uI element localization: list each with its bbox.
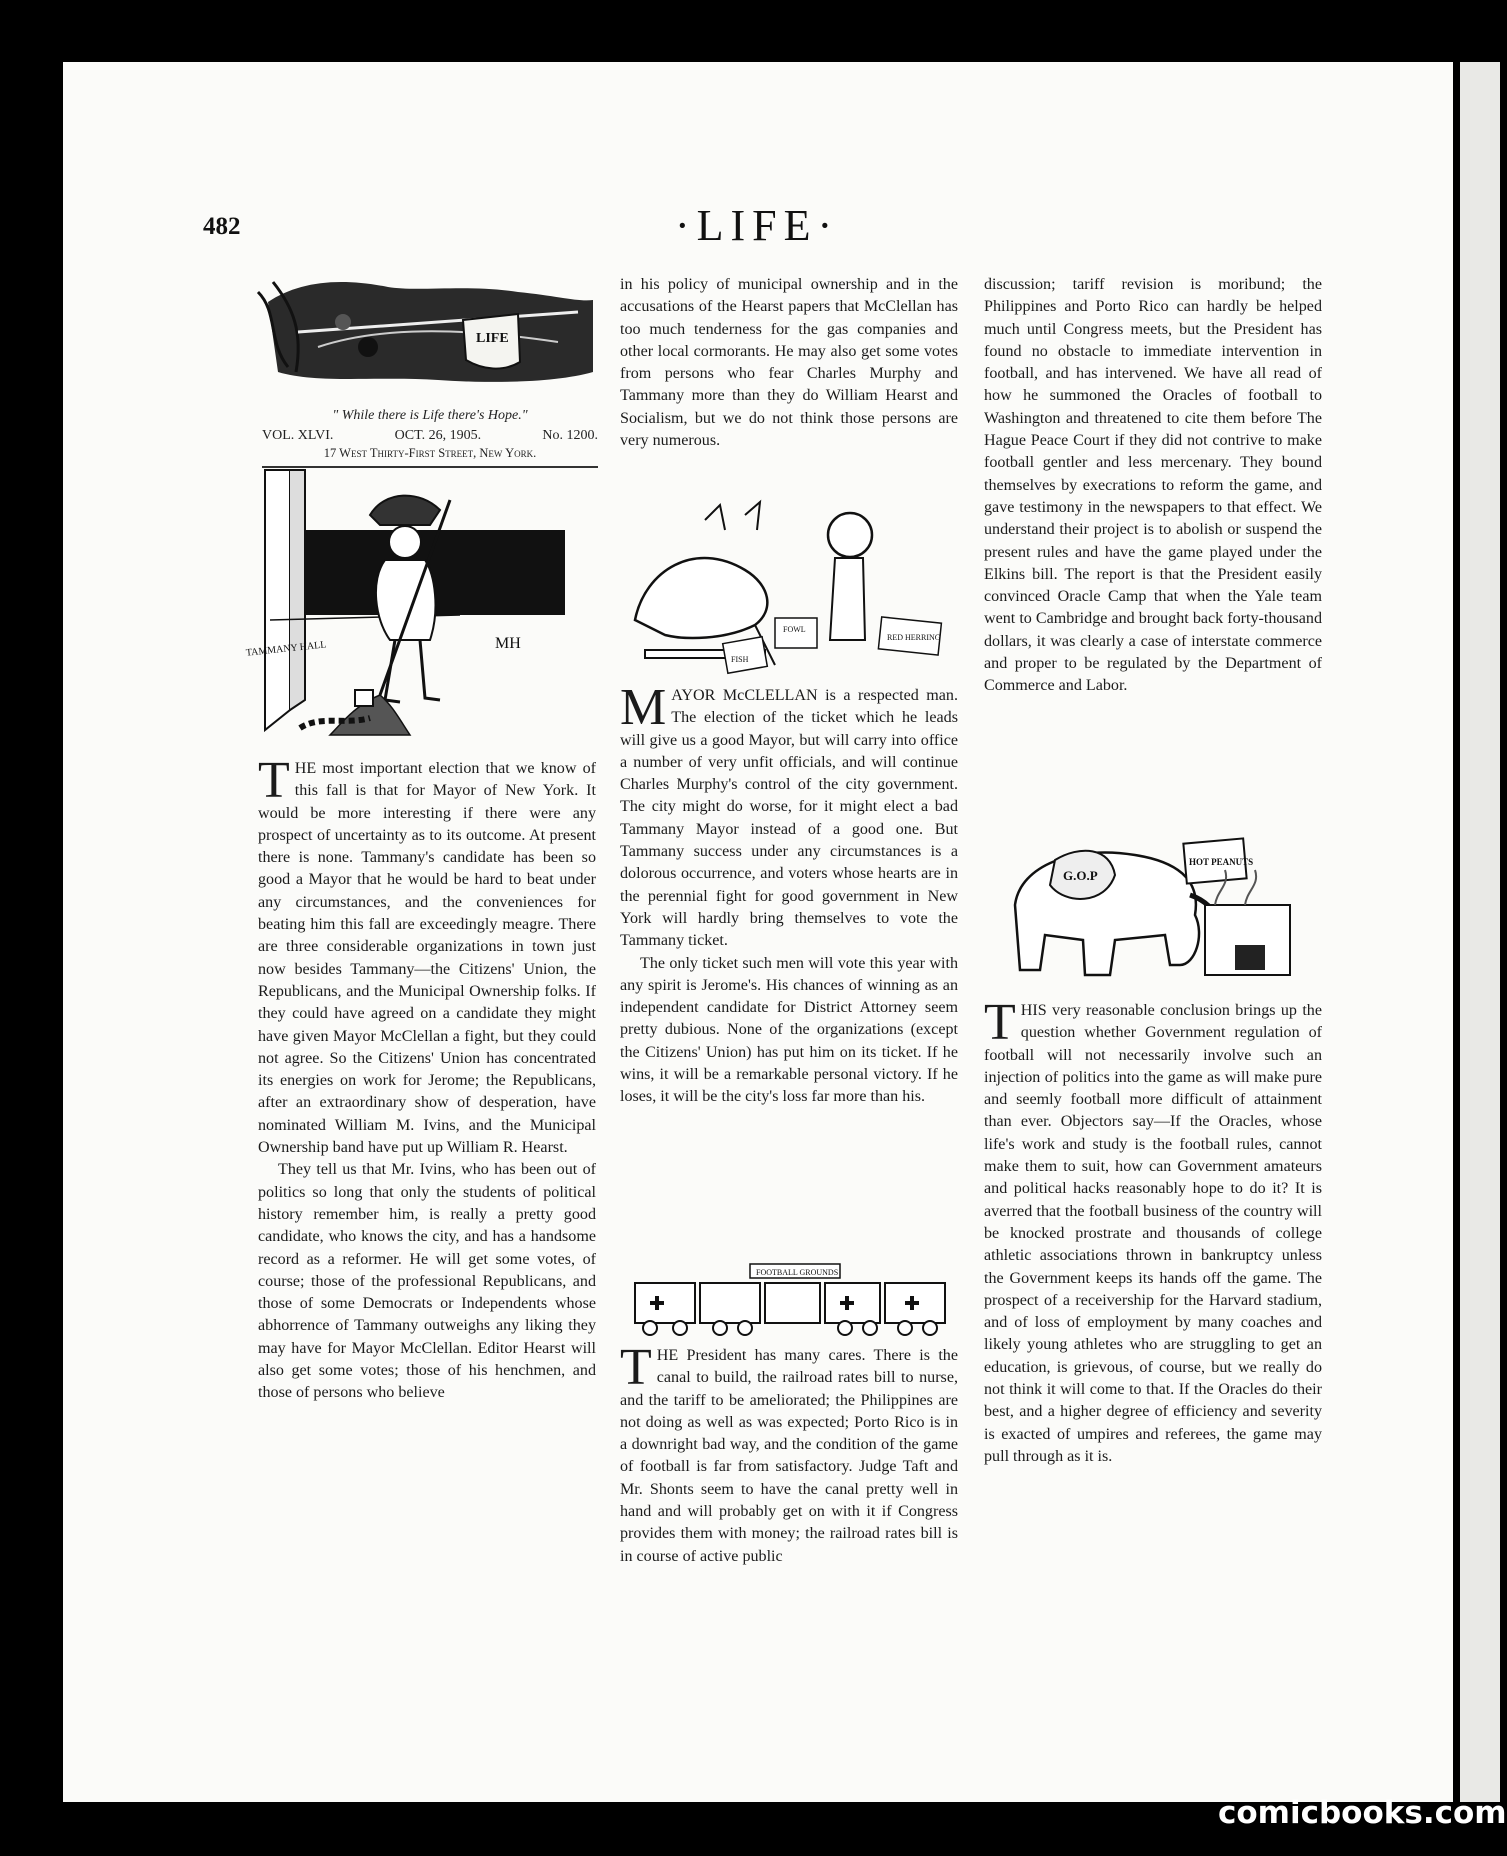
volume-line	[262, 428, 598, 444]
card-label-red-herring: RED HERRING	[887, 633, 941, 642]
masthead-motto: " While there is Life there's Hope."	[332, 408, 528, 423]
column-3-bottom-text	[984, 994, 1322, 1468]
volume: VOL. XLVI.	[262, 428, 334, 443]
watermark: comicbooks.com	[1218, 1795, 1507, 1831]
column-2-bottom-text	[620, 1339, 958, 1568]
card-label-fowl: FOWL	[783, 625, 806, 634]
masthead-illustration	[258, 272, 598, 402]
masthead-rule	[262, 466, 598, 468]
elephant-blanket-label: G.O.P	[1063, 868, 1098, 883]
tammany-cartoon	[245, 470, 600, 740]
paragraph: THIS very reasonable conclusion brings up the question whether Government regulation of football will not necessarily involve such an injection of politics into the game as will make pure and seemly football more difficult of attainment than ever. Objectors say—If the Oracles, whose life's work and study is the football rules, cannot make them to suit, how can Government amateurs and political hacks reasonably hope to do it? It is averred that the football business of the country will be knocked prostrate and thousands of college athletic associations thrown in bankruptcy unless the Government keeps its hands off the game. The prospect of a receivership for the Harvard stadium, and of loss of employment by many coaches and likely young athletes who are struggling to get an education, is grievous, of course, but we really do not think it will come to that. If the Oracles do their best, and a higher degree of efficiency and severity is exacted of umpires and referees, the game may pull through as it is.	[984, 994, 1322, 1465]
masthead-address: 17 West Thirty-First Street, New York.	[323, 446, 537, 460]
page-number: 482	[203, 213, 241, 240]
column-2-mid-text	[620, 679, 958, 1109]
column-2-top-text	[620, 274, 958, 452]
card-label-fish: FISH	[731, 655, 749, 664]
elephant-peanuts-cartoon	[1005, 835, 1315, 995]
adjacent-page-edge	[1460, 62, 1500, 1802]
issue-date: OCT. 26, 1905.	[394, 428, 482, 443]
paragraph: in his policy of municipal ownership and in the accusations of the Hearst papers that McClellan has too much tenderness for the gas companies and other local cormorants. He may also get some votes from persons who fear Charles Murphy and Tammany more than they do William Hearst and Socialism, but we do not think those persons are very numerous.	[620, 276, 958, 450]
football-ambulance-cartoon	[630, 1258, 950, 1338]
paragraph: The only ticket such men will vote this year with any spirit is Jerome's. His chances of winning as an independent candidate for District Attorney seem pretty dubious. None of the organizations (except the Citizens' Union) has put him on its ticket. If he wins, it will be a remarkable personal victory. If he loses, it will be the city's loss far more than his.	[620, 954, 958, 1106]
paragraph: MAYOR McCLELLAN is a respected man. The election of the ticket which he leads will give us a good Mayor, but will carry into office a number of very unfit officials, and will continue Charles Murphy's control of the city government. The city might do worse, for it might elect a bad Tammany Mayor instead of a good one. But Tammany success under any circumstances is a dolorous occurrence, and voters whose hearts are in the perennial fight for good government in New York will hardly bring themselves to vote the Tammany ticket.	[620, 679, 958, 950]
column-1-text	[258, 752, 596, 1405]
masthead-shield-label: LIFE	[476, 331, 509, 346]
hot-peanuts-sign: HOT PEANUTS	[1189, 857, 1254, 867]
elephant-fowl-cartoon	[625, 500, 955, 680]
issue-number: No. 1200.	[542, 428, 598, 443]
paragraph: discussion; tariff revision is moribund; the Philippines and Porto Rico can hardly be helped much until Congress meets, but the President has found no obstacle to immediate intervention in football, and has intervened. We have all read of how he summoned the Oracles of football to Washington and threatened to cite them before The Hague Peace Court if they did not contrive to make football gentler and less mercenary. They bound themselves by execrations to reform the game, and gave testimony in the newspapers to that effect. We understand their project is to abolish or suspend the present rules and have the game played under the Elkins bill. The report is that the President easily convinced Oracle Camp that when the Yale team went to Cambridge and brought back forty-thousand dollars, it was clearly a case of interstate commerce and proper to be regulated by the Department of Commerce and Labor.	[984, 276, 1322, 695]
football-grounds-banner: FOOTBALL GROUNDS	[756, 1268, 839, 1277]
artist-signature: MH	[495, 635, 521, 652]
column-3-top-text	[984, 274, 1322, 698]
tammany-door-sign: TAMMANY HALL	[245, 639, 327, 659]
magazine-title: ·LIFE·	[675, 201, 840, 250]
paragraph: THE most important election that we know of this fall is that for Mayor of New York. It would be more interesting if there were any prospect of uncertainty as to its outcome. At present there is none. Tammany's candidate has been so good a Mayor that he would be hard to beat under any circumstances, and the conveniences for beating him this fall are exceedingly meagre. There are three considerable organizations in town just now besides Tammany—the Citizens' Union, the Republicans, and the Municipal Ownership folks. If they could have agreed on a candidate they might have given Mayor McClellan a fight, but they could not agree. So the Citizens' Union has concentrated its energies on work for Jerome; the Republicans, after an extraordinary show of desperation, have nominated William M. Ivins, and the Municipal Ownership band have put up William R. Hearst.	[258, 752, 596, 1157]
paragraph: They tell us that Mr. Ivins, who has been out of politics so long that only the students of political history remember him, is really a pretty good candidate, who knows the city, and has a handsome record as a reformer. He will get some votes, of course; those of the professional Republicans, and those of some Democrats or Independents whose abhorrence of Tammany outweighs any liking they may have for Mayor McClellan. Editor Hearst will also get some votes; those of his henchmen, and those of persons who believe	[258, 1161, 596, 1402]
paragraph: THE President has many cares. There is the canal to build, the railroad rates bill to nurse, and the tariff to be ameliorated; the Philippines are not doing as well as was expected; Porto Rico is in a downright bad way, and the condition of the game of football is far from satisfactory. Judge Taft and Mr. Shonts seem to have the canal pretty well in hand and will probably get on with it if Congress provides them with money; the railroad rates bill is in course of active public	[620, 1339, 958, 1565]
